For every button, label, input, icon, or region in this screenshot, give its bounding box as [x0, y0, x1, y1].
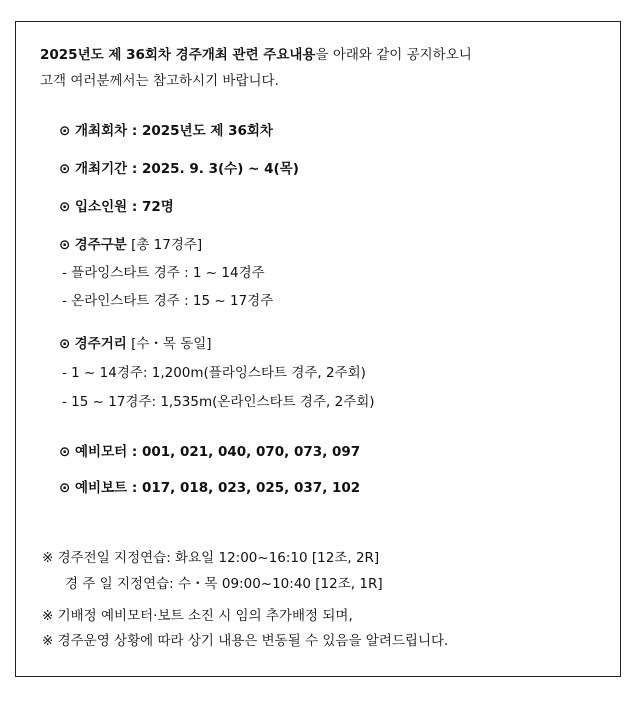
- period-text: 개최기간 : 2025. 9. 3(수) ~ 4(목): [75, 161, 299, 177]
- item-spare-boat: [59, 479, 360, 497]
- practice-line-1: ※ 경주전일 지정연습: 화요일 12:00~16:10 [12조, 2R]: [42, 550, 380, 566]
- item-round: [59, 122, 273, 140]
- bullet-icon: ⊙: [59, 237, 71, 253]
- item-distance: [59, 335, 212, 353]
- distance-line-2: - 15 ~ 17경주: 1,535m(온라인스타트 경주, 2주회): [62, 394, 375, 410]
- bullet-icon: ⊙: [59, 161, 71, 177]
- item-entrants: [59, 198, 174, 216]
- note-line-1: ※ 기배정 예비모터·보트 소진 시 임의 추가배정 되며,: [42, 608, 353, 624]
- distance-line-1: - 1 ~ 14경주: 1,200m(플라잉스타트 경주, 2주회): [62, 365, 366, 381]
- distance-note: [수・목 동일]: [131, 336, 212, 352]
- bullet-icon: ⊙: [59, 199, 71, 215]
- item-spare-motor: [59, 443, 360, 461]
- bullet-icon: ⊙: [59, 480, 71, 496]
- spare-motor-text: 예비모터 : 001, 021, 040, 070, 073, 097: [75, 444, 361, 460]
- intro-rest: 을 아래와 같이 공지하오니: [315, 47, 472, 63]
- bullet-icon: ⊙: [59, 336, 71, 352]
- round-text: 개최회차 : 2025년도 제 36회차: [75, 123, 273, 139]
- bullet-icon: ⊙: [59, 123, 71, 139]
- practice-line-2: 경 주 일 지정연습: 수・목 09:00~10:40 [12조, 1R]: [65, 576, 383, 592]
- item-division: [59, 236, 202, 254]
- intro-bold: 2025년도 제 36회차 경주개최 관련 주요내용: [40, 47, 316, 63]
- entrants-text: 입소인원 : 72명: [75, 199, 174, 215]
- spare-boat-text: 예비보트 : 017, 018, 023, 025, 037, 102: [75, 480, 361, 496]
- distance-label: 경주거리: [74, 336, 127, 352]
- bullet-icon: ⊙: [59, 444, 71, 460]
- note-line-2: ※ 경주운영 상황에 따라 상기 내용은 변동될 수 있음을 알려드립니다.: [42, 633, 449, 649]
- division-note: [총 17경주]: [131, 237, 203, 253]
- division-flying: - 플라잉스타트 경주 : 1 ~ 14경주: [62, 265, 265, 281]
- division-online: - 온라인스타트 경주 : 15 ~ 17경주: [62, 293, 274, 309]
- item-period: [59, 160, 299, 178]
- division-label: 경주구분: [74, 237, 127, 253]
- intro-line-1: [40, 46, 472, 64]
- intro-line-2: 고객 여러분께서는 참고하시기 바랍니다.: [40, 73, 279, 89]
